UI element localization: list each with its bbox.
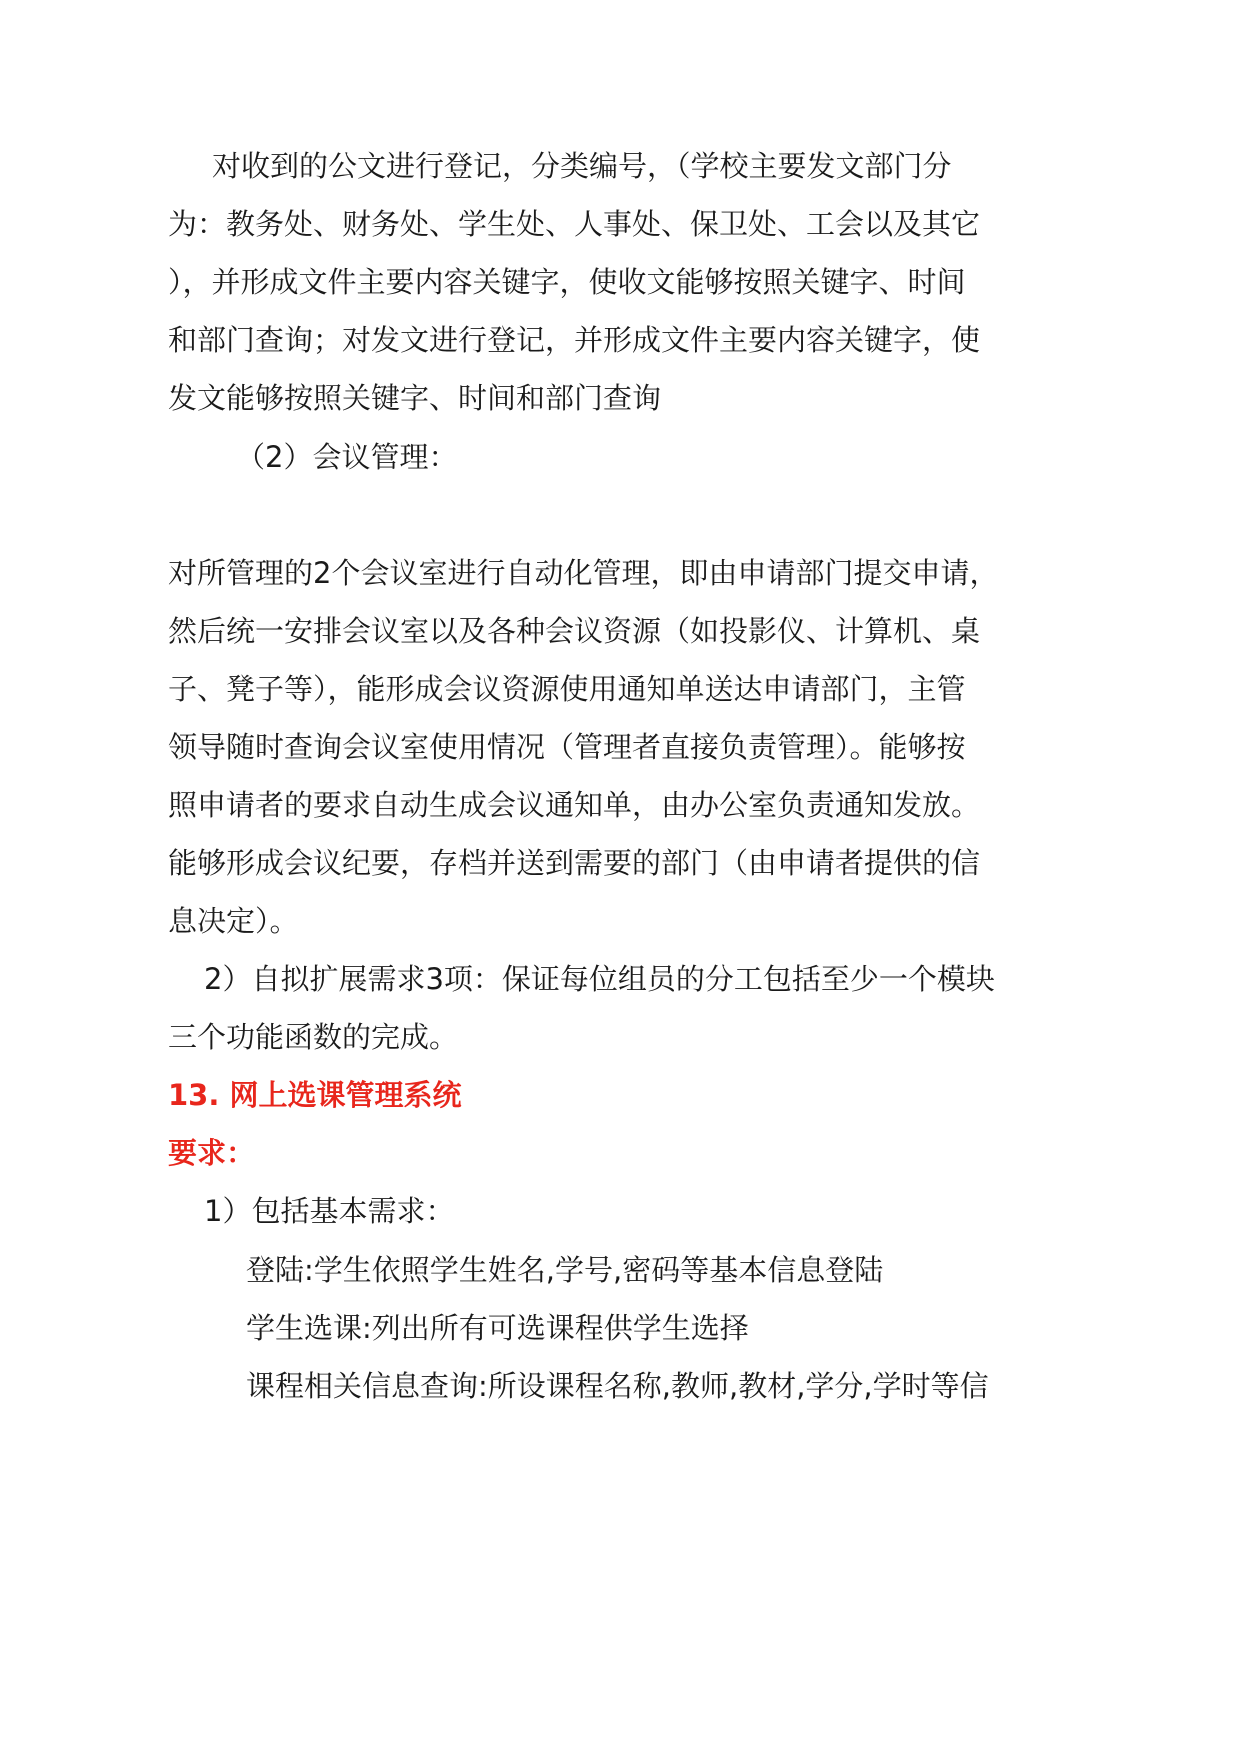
paragraph-line: 发文能够按照关键字、时间和部门查询 xyxy=(168,381,662,415)
paragraph-line: ），并形成文件主要内容关键字，使收文能够按照关键字、时间 xyxy=(168,265,966,299)
paragraph-line: 对收到的公文进行登记，分类编号，（学校主要发文部门分 xyxy=(212,149,952,183)
paragraph-line: 为：教务处、财务处、学生处、人事处、保卫处、工会以及其它 xyxy=(168,207,981,241)
paragraph-line: 能够形成会议纪要，存档并送到需要的部门（由申请者提供的信 xyxy=(168,846,981,880)
extension-line: 2）自拟扩展需求3项：保证每位组员的分工包括至少一个模块 xyxy=(204,962,995,996)
paragraph-line: 息决定）。 xyxy=(168,904,299,938)
requirement-item: 登陆:学生依照学生姓名,学号,密码等基本信息登陆 xyxy=(246,1253,884,1287)
requirement-item: 学生选课:列出所有可选课程供学生选择 xyxy=(246,1311,749,1345)
meeting-management-heading: （2）会议管理： xyxy=(236,440,458,474)
section-title: 13. 网上选课管理系统 xyxy=(168,1078,462,1112)
paragraph-line: 对所管理的2个会议室进行自动化管理，即由申请部门提交申请， xyxy=(168,556,999,590)
paragraph-line: 然后统一安排会议室以及各种会议资源（如投影仪、计算机、桌 xyxy=(168,614,981,648)
paragraph-line: 和部门查询；对发文进行登记，并形成文件主要内容关键字，使 xyxy=(168,323,981,357)
paragraph-line: 领导随时查询会议室使用情况（管理者直接负责管理）。能够按 xyxy=(168,730,966,764)
extension-line: 三个功能函数的完成。 xyxy=(168,1020,459,1054)
requirements-label: 要求： xyxy=(168,1136,256,1170)
paragraph-line: 照申请者的要求自动生成会议通知单，由办公室负责通知发放。 xyxy=(168,788,981,822)
basic-requirements-heading: 1）包括基本需求： xyxy=(204,1194,455,1228)
paragraph-line: 子、凳子等），能形成会议资源使用通知单送达申请部门，主管 xyxy=(168,672,966,706)
requirement-item: 课程相关信息查询:所设课程名称,教师,教材,学分,学时等信 xyxy=(246,1369,989,1403)
